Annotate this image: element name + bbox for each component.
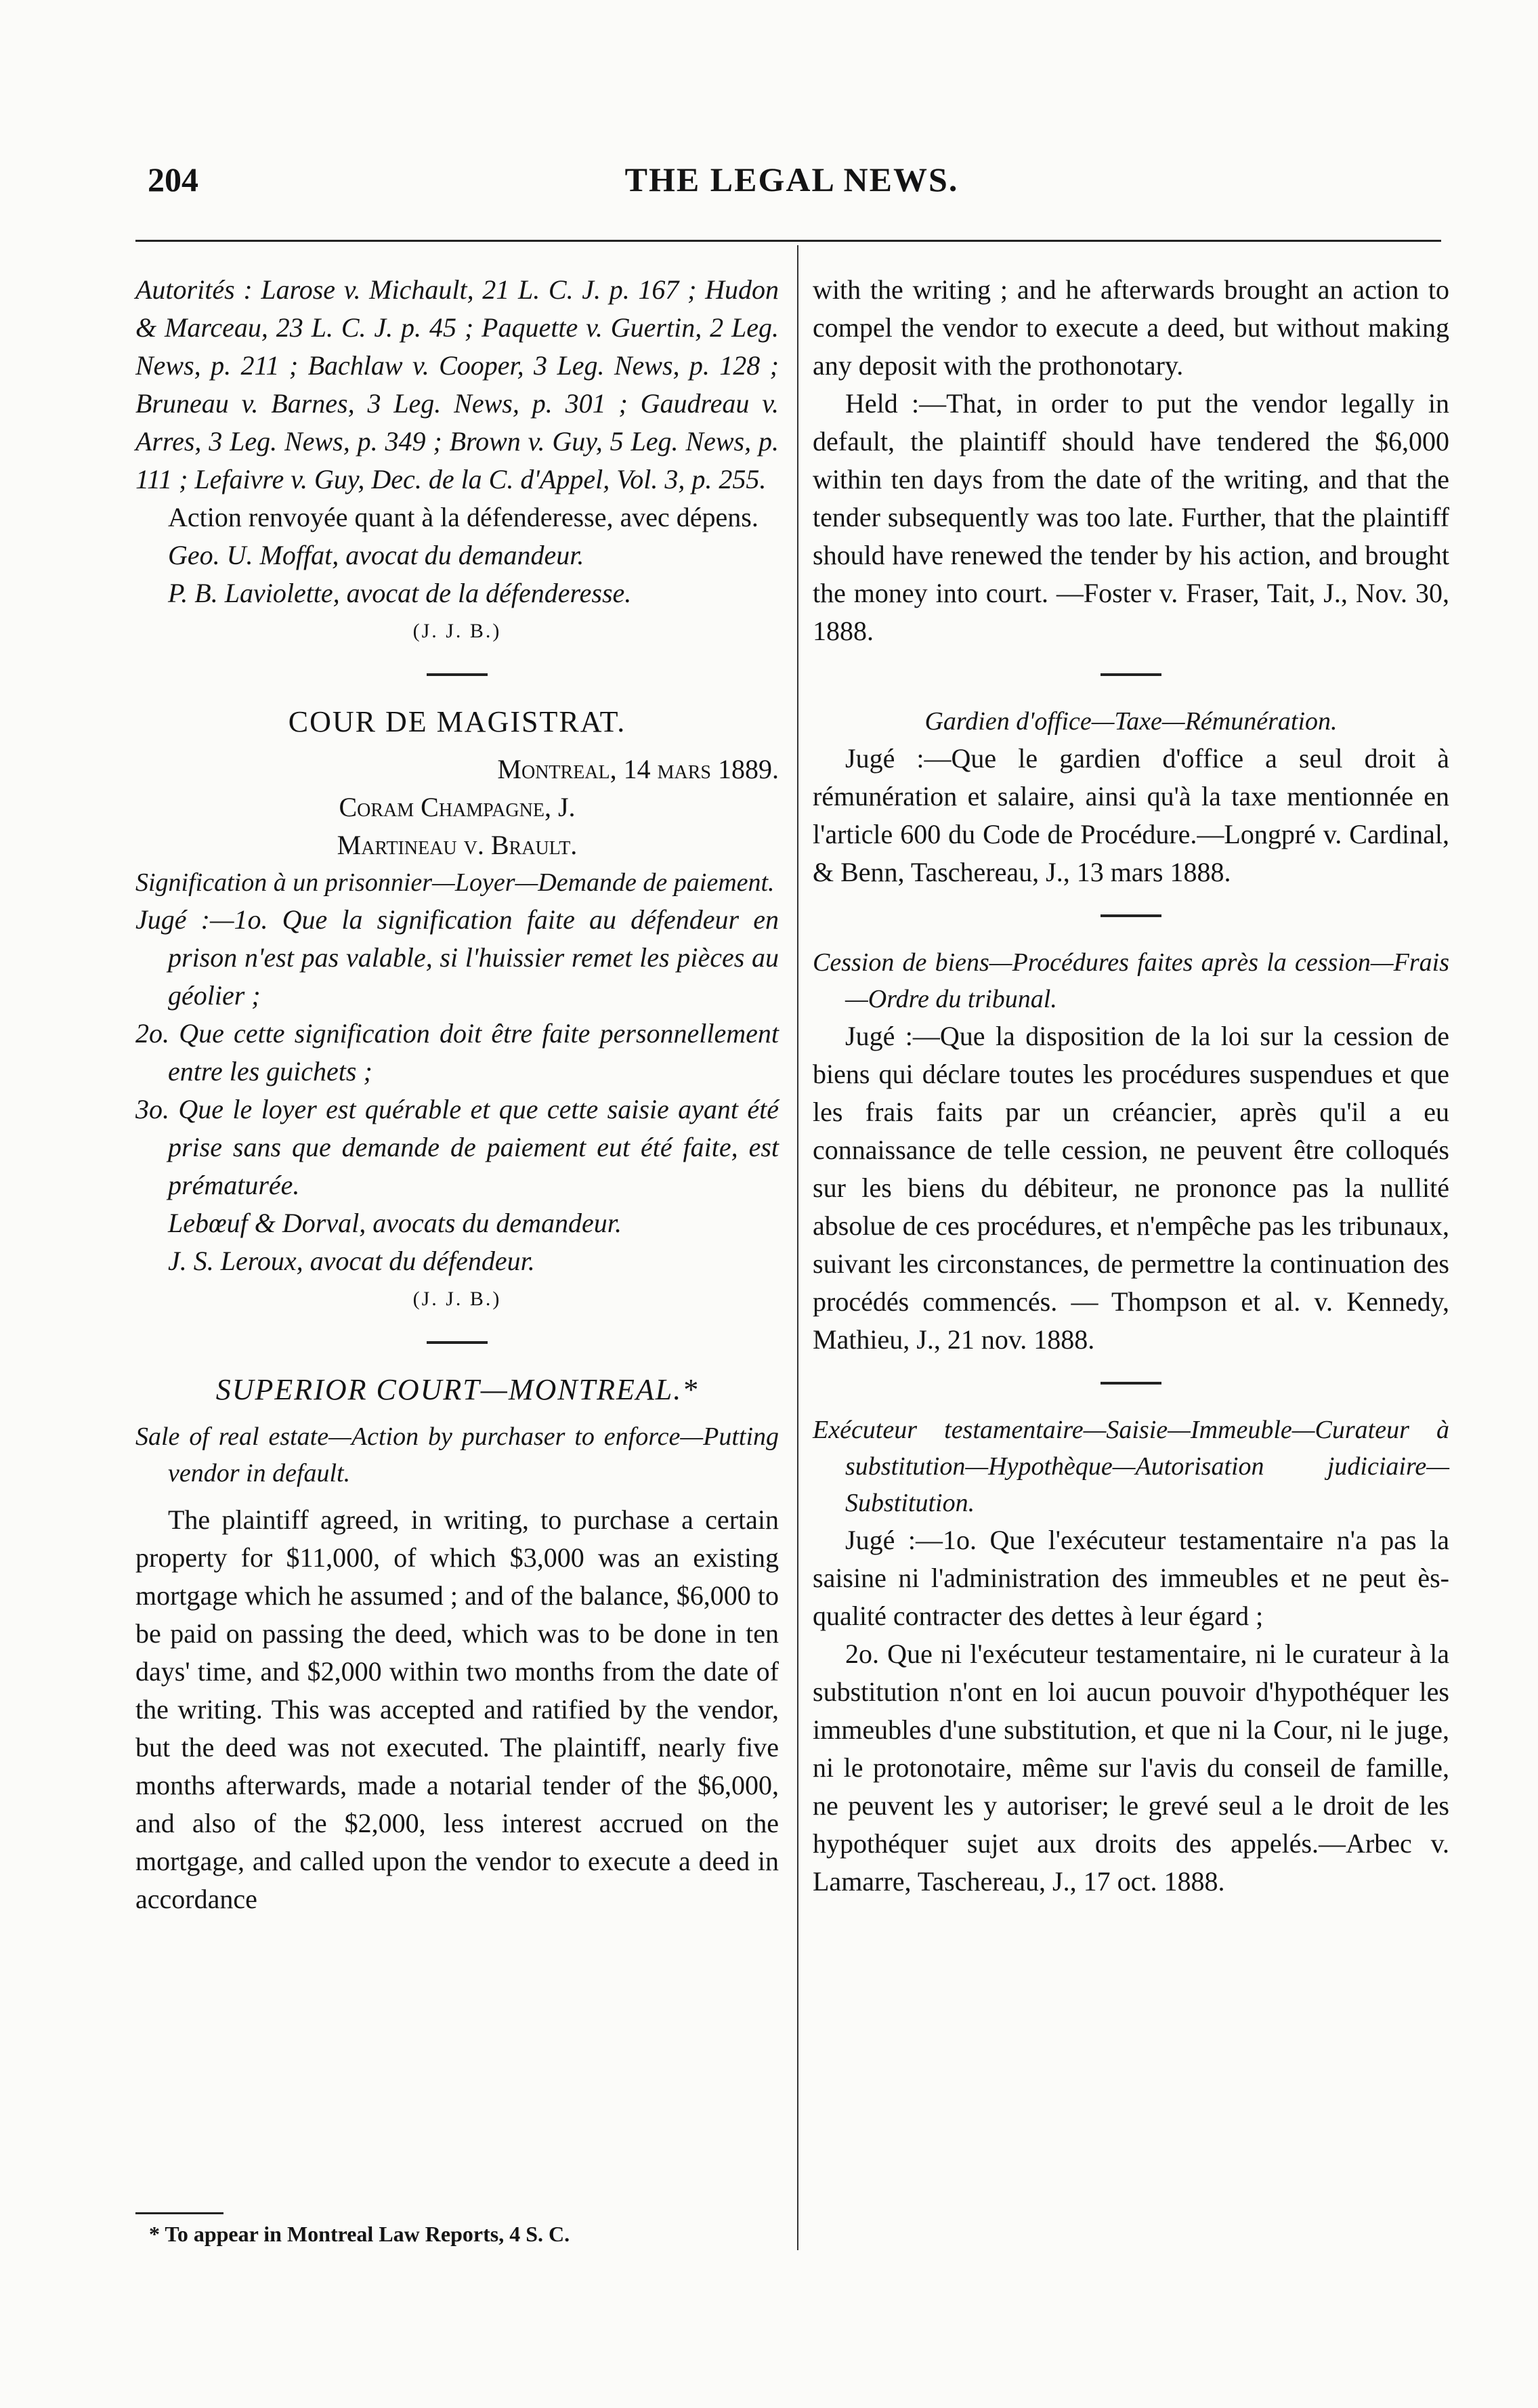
place-date: Montreal, 14 mars 1889. bbox=[497, 754, 779, 784]
case-continuation: with the writing ; and he afterwards brought an action to compel the vendor to execute a deed, but without making any deposit with the prothonotary. bbox=[813, 274, 1449, 381]
page-header bbox=[148, 160, 1436, 207]
held-paragraph: Held :—That, in order to put the vendor legally in default, the plaintiff should have tendered the $6,000 within ten days from the date of the writing, and that the tender subsequently was too late. Further, that the plaintiff should have renewed the tender by his action, and brought the money into court. —Foster v. Fraser, Tait, J., Nov. 30, 1888. bbox=[813, 388, 1449, 646]
footnote-rule bbox=[135, 2212, 223, 2214]
header-rule bbox=[135, 240, 1441, 242]
coram: Coram Champagne, J. bbox=[339, 792, 576, 822]
reporter-initials-2: (J. J. B.) bbox=[412, 1288, 502, 1310]
reporter-initials: (J. J. B.) bbox=[412, 620, 502, 642]
section-rule bbox=[1101, 673, 1161, 676]
action-dismissed: Action renvoyée quant à la défenderesse, avec dépens. bbox=[168, 502, 759, 532]
right-column bbox=[813, 271, 1449, 1901]
section-rule bbox=[427, 673, 488, 676]
section-rule bbox=[427, 1341, 488, 1344]
superior-body: The plaintiff agreed, in writing, to purchase a certain property for $11,000, of which $3,000 was an existing mortgage which he assumed ; and of the balance, $6,000 to be paid on passing the deed, which was to be done in ten days' time, and $2,000 within two months from the date of the writing. This was accepted and ratified by the vendor, but the deed was not executed. The plaintiff, nearly five months afterwards, made a notarial tender of the $6,000, and also of the $2,000, less interest accrued on the mortgage, and called upon the vendor to execute a deed in accordance bbox=[135, 1504, 779, 1914]
page-number: 204 bbox=[148, 161, 198, 198]
counsel-defendant: P. B. Laviolette, avocat de la défenderesse. bbox=[168, 578, 632, 608]
superior-court-heading: SUPERIOR COURT—MONTREAL.* bbox=[215, 1373, 699, 1406]
case3-body: Jugé :—Que la disposition de la loi sur la cession de biens qui déclare toutes les procédures suspendues et que les frais faits par un créancier, après qu'il a eu connaissance de telle cession, ne peuvent être colloqués sur les biens du débiteur, ne prononce pas la nullité absolue de ces procédures, et n'empêche pas les tribunaux, suivant les circonstances, de permettre la continuation des procédés commencés. — Thompson et al. v. Kennedy, Mathieu, J., 21 nov. 1888. bbox=[813, 1021, 1449, 1355]
counsel-defendant-2: J. S. Leroux, avocat du défendeur. bbox=[168, 1246, 535, 1276]
ruling-2: 2o. Que cette signification doit être faite personnellement entre les guichets ; bbox=[135, 1018, 779, 1086]
section-rule bbox=[1101, 914, 1161, 917]
case-subject: Signification à un prisonnier—Loyer—Demande de paiement. bbox=[135, 868, 775, 897]
case-parties: Martineau v. Brault. bbox=[337, 830, 578, 860]
authorities: Autorités : Larose v. Michault, 21 L. C. J. p. 167 ; Hudon & Marceau, 23 L. C. J. p. 45 ; Paquette v. Guertin, 2 Leg. News, p. 211 ; Bachlaw v. Cooper, 3 Leg. News, p. 128 ; Bruneau v. Barnes, 3 Leg. News, p. 301 ; Gaudreau v. Arres, 3 Leg. News, p. 349 ; Brown v. Guy, 5 Leg. News, p. 111 ; Lefaivre v. Guy, Dec. de la C. d'Appel, Vol. 3, p. 255. bbox=[135, 274, 779, 494]
counsel-plaintiff: Geo. U. Moffat, avocat du demandeur. bbox=[168, 540, 584, 570]
footnote: * To appear in Montreal Law Reports, 4 S. C. bbox=[149, 2222, 570, 2246]
left-column bbox=[135, 271, 779, 1918]
case4-subject: Exécuteur testamentaire—Saisie—Immeuble—Curateur à substitution—Hypothèque—Autorisation judiciaire—Substitution. bbox=[813, 1416, 1449, 1517]
case4-ruling-1: Jugé :—1o. Que l'exécuteur testamentaire n'a pas la saisine ni l'administration des immeubles et ne peut ès-qualité contracter des dettes à leur égard ; bbox=[813, 1525, 1449, 1631]
ruling-3: 3o. Que le loyer est quérable et que cette saisie ayant été prise sans que demande de paiement eut été faite, est prématurée. bbox=[135, 1094, 779, 1200]
column-divider bbox=[797, 245, 798, 2250]
ruling-1: Jugé :—1o. Que la signification faite au défendeur en prison n'est pas valable, si l'huissier remet les pièces au géolier ; bbox=[135, 904, 779, 1011]
counsel-plaintiff-2: Lebœuf & Dorval, avocats du demandeur. bbox=[168, 1208, 622, 1238]
case2-body: Jugé :—Que le gardien d'office a seul droit à rémunération et salaire, ainsi qu'à la taxe mentionnée en l'article 600 du Code de Procédure.—Longpré v. Cardinal, & Benn, Taschereau, J., 13 mars 1888. bbox=[813, 743, 1449, 887]
case4-ruling-2: 2o. Que ni l'exécuteur testamentaire, ni le curateur à la substitution n'ont en loi aucun pouvoir d'hypothéquer les immeubles d'une substitution, et que ni la Cour, ni le juge, ni le protonotaire, même sur l'avis du conseil de famille, ne peuvent les y autoriser; le grevé seul a le droit de les hypothéquer sujet aux droits des appelés.—Arbec v. Lamarre, Taschereau, J., 17 oct. 1888. bbox=[813, 1639, 1449, 1897]
section-rule bbox=[1101, 1382, 1161, 1385]
case2-subject: Gardien d'office—Taxe—Rémunération. bbox=[924, 707, 1338, 736]
court-heading: COUR DE MAGISTRAT. bbox=[288, 705, 626, 738]
case3-subject: Cession de biens—Procédures faites après la cession—Frais—Ordre du tribunal. bbox=[813, 948, 1449, 1013]
superior-subject: Sale of real estate—Action by purchaser to enforce—Putting vendor in default. bbox=[135, 1422, 779, 1487]
running-title: THE LEGAL NEWS. bbox=[624, 161, 959, 198]
